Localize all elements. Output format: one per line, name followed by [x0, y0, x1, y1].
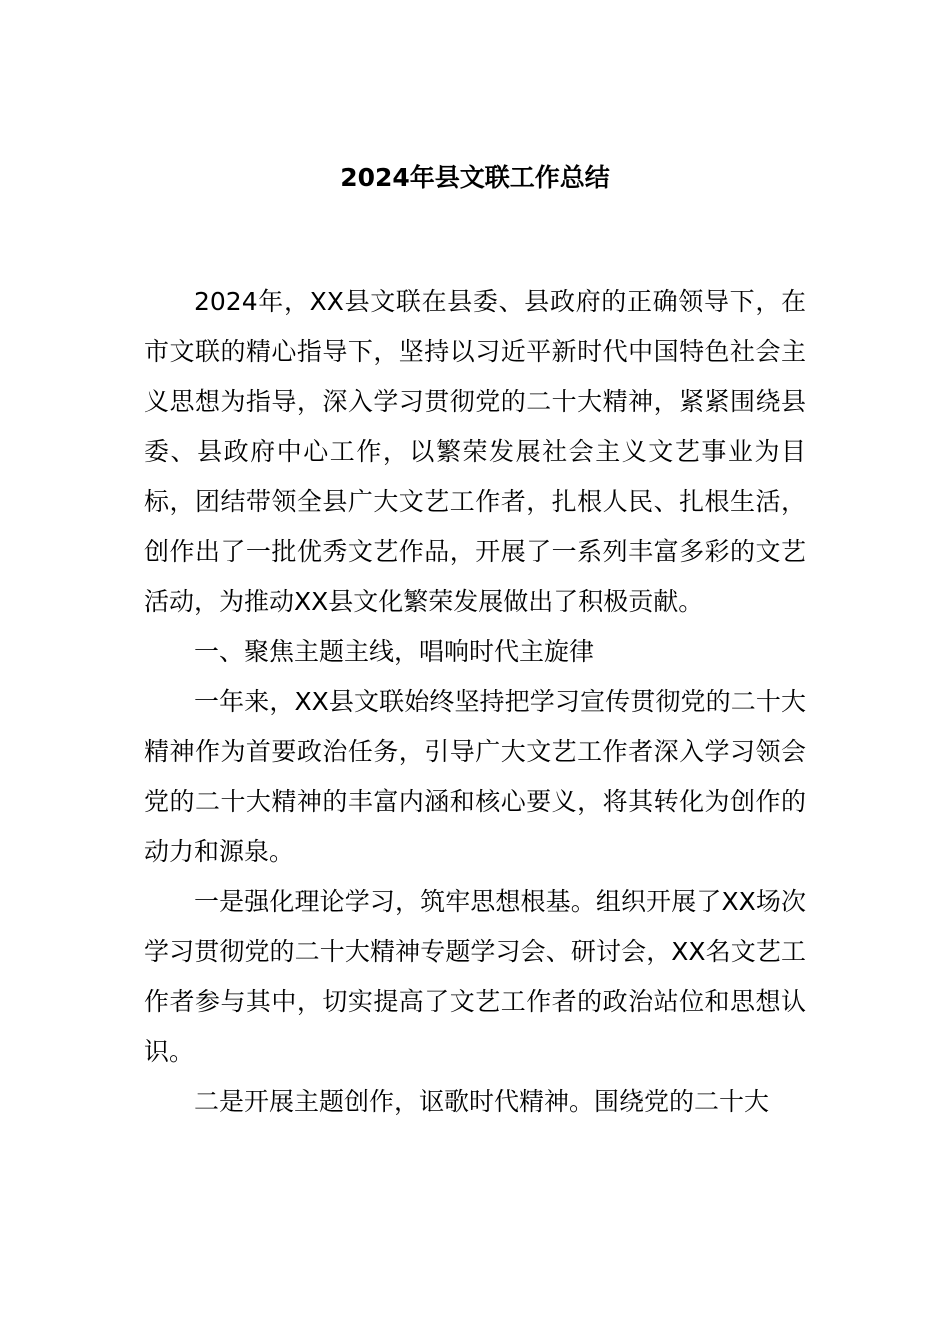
point-paragraph-2: 二是开展主题创作，讴歌时代精神。围绕党的二十大 — [194, 1087, 770, 1116]
section-heading-1: 一、聚焦主题主线，唱响时代主旋律 — [194, 637, 595, 666]
section-paragraph-1: 一年来，XX县文联始终坚持把学习宣传贯彻党的二十大精神作为首要政治任务，引导广大文艺工作者深入学习领会党的二十大精神的丰富内涵和核心要义，将其转化为创作的动力和源泉。 — [144, 687, 806, 866]
document-title: 2024年县文联工作总结 — [340, 163, 610, 192]
intro-paragraph: 2024年，XX县文联在县委、县政府的正确领导下，在市文联的精心指导下，坚持以习近平新时代中国特色社会主义思想为指导，深入学习贯彻党的二十大精神，紧紧围绕县委、县政府中心工作，以繁荣发展社会主义文艺事业为目标，团结带领全县广大文艺工作者，扎根人民、扎根生活，创作出了一批优秀文艺作品，开展了一系列丰富多彩的文艺活动，为推动XX县文化繁荣发展做出了积极贡献。 — [144, 287, 806, 616]
document-body — [144, 277, 806, 1127]
point-paragraph-1: 一是强化理论学习，筑牢思想根基。组织开展了XX场次学习贯彻党的二十大精神专题学习会、研讨会，XX名文艺工作者参与其中，切实提高了文艺工作者的政治站位和思想认识。 — [144, 887, 806, 1066]
